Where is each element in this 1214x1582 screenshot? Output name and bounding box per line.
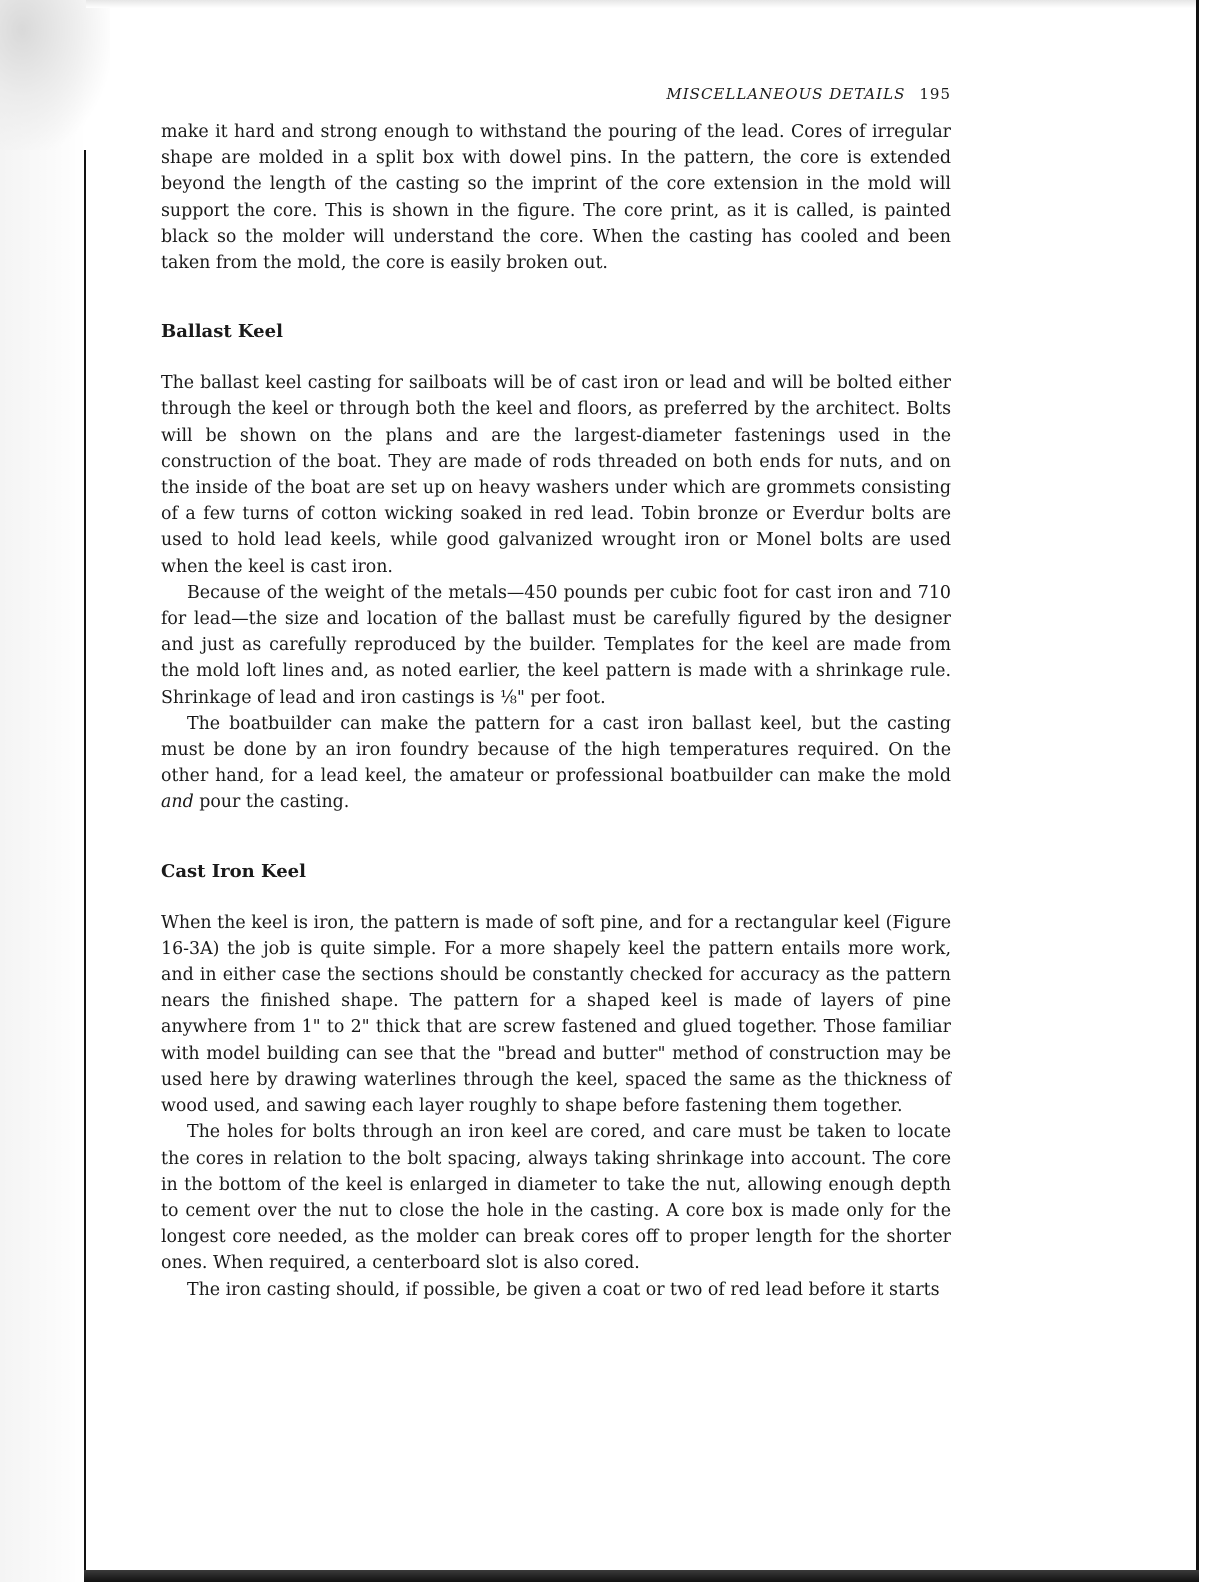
scan-shadow-corner — [0, 0, 110, 150]
ballast-keel-paragraph-1: The ballast keel casting for sailboats will be of cast iron or lead and will be bolted either through the keel or through both the keel and floors, as preferred by the architect. Bolts will be shown on the plans and are the largest-diameter fastenings used in the construction of the boat. They are made of rods threaded on both ends for nuts, and on the inside of the boat are set up on heavy washers under which are grommets consisting of a few turns of cotton wicking soaked in red lead. Tobin bronze or Everdur bolts are used to hold lead keels, while good galvanized wrought iron or Monel bolts are used when the keel is cast iron. — [161, 373, 951, 577]
ballast-keel-paragraph-3-end: pour the casting. — [193, 792, 350, 813]
page-edge-left — [84, 150, 86, 1570]
ballast-keel-paragraph-2: Because of the weight of the metals—450 pounds per cubic foot for cast iron and 710 for lead—the size and location of the ballast must be carefully figured by the designer and just as carefully reproduced by the builder. Templates for the keel are made from the mold loft lines and, as noted earlier, the keel pattern is made with a shrinkage rule. Shrinkage of lead and iron castings is ⅛" per foot. — [161, 582, 951, 708]
section-heading-ballast-keel: Ballast Keel — [161, 321, 283, 343]
page-number: 195 — [919, 85, 951, 103]
ballast-keel-paragraph-3-start: The boatbuilder can make the pattern for a cast iron ballast keel, but the casting must be done by an iron foundry because of the high temperatures required. On the other hand, for a lead keel, the amateur or professional boatbuilder can make the mold — [161, 713, 951, 787]
page-body — [161, 85, 951, 1303]
cast-iron-keel-paragraph-1: When the keel is iron, the pattern is made of soft pine, and for a rectangular keel (Figure 16-3A) the job is quite simple. For a more shapely keel the pattern entails more work, and in either case the sections should be constantly checked for accuracy as the pattern nears the finished shape. The pattern for a shaped keel is made of layers of pine anywhere from 1" to 2" thick that are screw fastened and glued together. Those familiar with model building can see that the "bread and butter" method of construction may be used here by drawing waterlines through the keel, spaced the same as the thickness of wood used, and sawing each layer roughly to shape before fastening them together. — [161, 912, 951, 1117]
cast-iron-keel-paragraph-3: The iron casting should, if possible, be given a coat or two of red lead before it starts — [187, 1279, 940, 1300]
page-edge-bottom — [84, 1570, 1199, 1582]
running-head-title: MISCELLANEOUS DETAILS — [666, 85, 906, 103]
running-head — [161, 85, 951, 107]
scan-shadow-top — [86, 0, 1196, 8]
cast-iron-keel-paragraph-2: The holes for bolts through an iron keel are cored, and care must be taken to locate the cores in relation to the bolt spacing, always taking shrinkage into account. The core in the bottom of the keel is enlarged in diameter to take the nut, allowing enough depth to cement over the nut to close the hole in the casting. A core box is made only for the longest core needed, as the molder can break cores off to proper length for the shorter ones. When required, a centerboard slot is also cored. — [161, 1122, 951, 1274]
ballast-keel-paragraph-3 — [161, 711, 951, 816]
scan-shadow-left — [0, 0, 86, 1582]
page-edge-right — [1196, 0, 1199, 1582]
section-heading-cast-iron-keel: Cast Iron Keel — [161, 860, 306, 882]
emphasis-and: and — [161, 792, 194, 813]
intro-paragraph: make it hard and strong enough to withstand the pouring of the lead. Cores of irregular shape are molded in a split box with dowel pins. In the pattern, the core is extended beyond the length of the casting so the imprint of the core extension in the mold will support the core. This is shown in the figure. The core print, as it is called, is painted black so the molder will understand the core. When the casting has cooled and been taken from the mold, the core is easily broken out. — [161, 122, 951, 274]
